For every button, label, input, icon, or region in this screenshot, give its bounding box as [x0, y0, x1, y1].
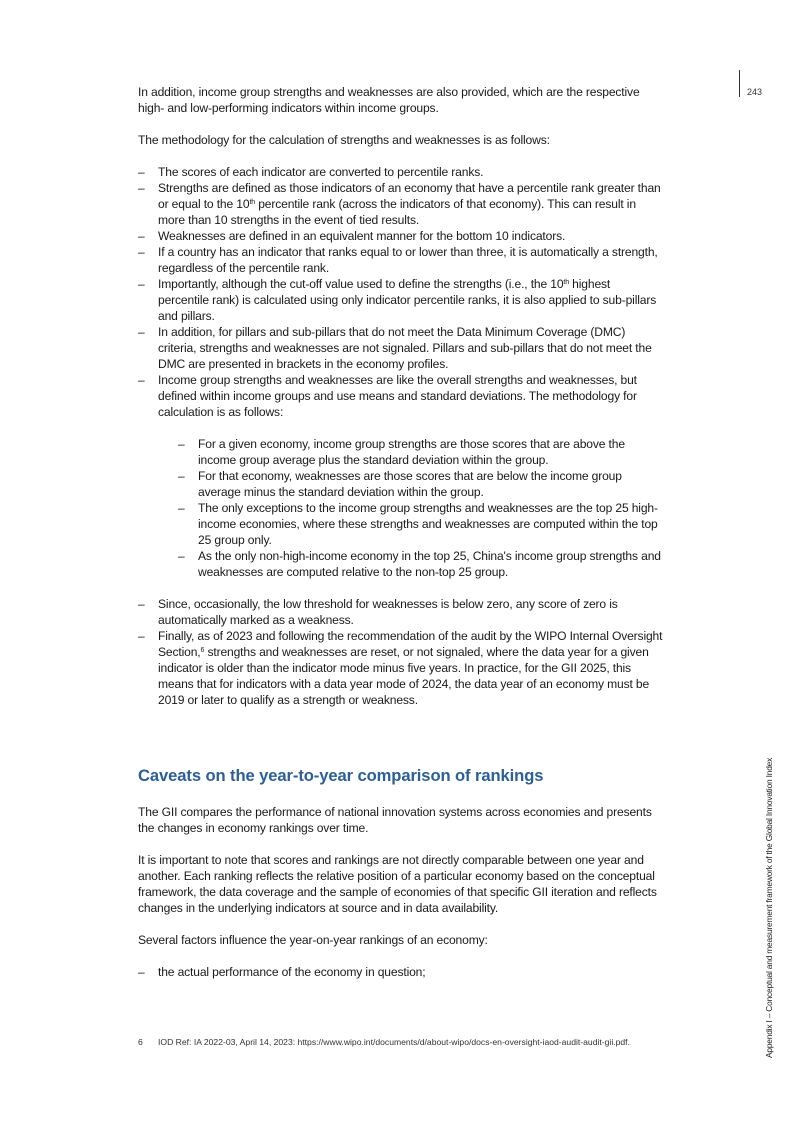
dash-marker: –	[138, 181, 145, 195]
list-item: – In addition, for pillars and sub-pillars that do not meet the Data Minimum Coverage (DMC) criteria, strengths and weaknesses are not signaled. Pillars and sub-pillars that do not meet the DMC are presented in brackets in the economy profiles.	[138, 325, 652, 371]
dash-marker: –	[178, 437, 185, 451]
section-paragraph: The GII compares the performance of national innovation systems across economies and presents the changes in economy rankings over time.	[138, 805, 652, 835]
sub-list-item: – As the only non-high-income economy in the top 25, China's income group strengths and weaknesses are computed relative to the non-top 25 group.	[178, 549, 661, 579]
dash-marker: –	[138, 165, 145, 179]
footnote-text[interactable]: IOD Ref: IA 2022-03, April 14, 2023: https://www.wipo.int/documents/d/about-wipo/docs-en-oversight-iaod-audit-audit-gii.pdf.	[158, 1037, 630, 1047]
section-heading: Caveats on the year-to-year comparison of rankings	[138, 766, 544, 785]
intro-paragraph: In addition, income group strengths and weaknesses are also provided, which are the respective high- and low-performing indicators within income groups.	[138, 85, 640, 115]
list-item: – the actual performance of the economy in question;	[138, 965, 426, 979]
footnote-reference[interactable]: 6	[200, 647, 205, 654]
list-item: – Since, occasionally, the low threshold for weaknesses is below zero, any score of zero is automatically marked as a weakness.	[138, 597, 618, 627]
dash-marker: –	[138, 965, 145, 979]
list-item: – Strengths are defined as those indicators of an economy that have a percentile rank greater than or equal to the 10th percentile rank (across the indicators of that economy). This can result in more than 10 strengths in the event of tied results.	[138, 181, 661, 227]
list-item: – Importantly, although the cut-off value used to define the strengths (i.e., the 10th highest percentile rank) is calculated using only indicator percentile ranks, it is also applied to sub-pillars and pillars.	[138, 277, 657, 323]
dash-marker: –	[138, 245, 145, 259]
list-item: – The scores of each indicator are converted to percentile ranks.	[138, 165, 484, 179]
header-rule	[739, 70, 740, 97]
dash-marker: –	[138, 373, 145, 387]
section-body	[138, 804, 663, 980]
dash-marker: –	[178, 549, 185, 563]
page-number: 243	[747, 87, 763, 97]
list-item: – If a country has an indicator that ranks equal to or lower than three, it is automatically a strength, regardless of the percentile rank.	[138, 245, 658, 275]
list-item: – Income group strengths and weaknesses are like the overall strengths and weaknesses, but defined within income groups and use means and standard deviations. The methodology for calculation is as follows: – For a given economy, income group strengths are those scores that are above the income group average plus the standard deviation within the group. – For that economy, weaknesses are those scores that are below the income group average minus the standard deviation within the group. – The only exceptions to the income group strengths and weaknesses are the top 25 high-income economies, where these strengths and weaknesses are computed within the top 25 group only. – As the only non-high-income economy in the top 25, China's income group strengths and weaknesses are computed relative to the non-top 25 group.	[138, 372, 663, 580]
sub-list-item: – For a given economy, income group strengths are those scores that are above the income group average plus the standard deviation within the group.	[178, 437, 625, 467]
footnote	[138, 1037, 663, 1048]
dash-marker: –	[138, 629, 145, 643]
methodology-list	[138, 164, 663, 708]
section-paragraph: It is important to note that scores and rankings are not directly comparable between one year and another. Each ranking reflects the relative position of a particular economy based on the conceptual framework, the data coverage and the sample of economies of that specific GII iteration and reflects changes in the underlying indicators at source and in data availability.	[138, 853, 657, 915]
methodology-lead: The methodology for the calculation of strengths and weaknesses is as follows:	[138, 133, 550, 147]
dash-marker: –	[138, 229, 145, 243]
income-group-sublist	[158, 436, 663, 580]
sub-list-item: – For that economy, weaknesses are those scores that are below the income group average minus the standard deviation within the group.	[178, 469, 622, 499]
dash-marker: –	[138, 325, 145, 339]
dash-marker: –	[138, 277, 145, 291]
dash-marker: –	[178, 469, 185, 483]
factors-list	[138, 964, 663, 980]
section-paragraph: Several factors influence the year-on-year rankings of an economy:	[138, 933, 488, 947]
running-side-title: Appendix I – Conceptual and measurement framework of the Global Innovation Index	[764, 757, 774, 1058]
main-text	[138, 84, 663, 708]
list-item: – Weaknesses are defined in an equivalent manner for the bottom 10 indicators.	[138, 229, 566, 243]
footnote-number: 6	[138, 1037, 143, 1047]
sub-list-item: – The only exceptions to the income group strengths and weaknesses are the top 25 high-income economies, where these strengths and weaknesses are computed within the top 25 group only.	[178, 501, 658, 547]
dash-marker: –	[178, 501, 185, 515]
list-item: – Finally, as of 2023 and following the recommendation of the audit by the WIPO Internal Oversight Section,$^6$ strengths and weaknesses are reset, or not signaled, where the data year for a given indicator is older than the indicator mode minus five years. In practice, for the GII 2025, this means that for indicators with a data year mode of 2024, the data year of an economy must be 2019 or later to qualify as a strength or weakness.	[138, 629, 663, 707]
dash-marker: –	[138, 597, 145, 611]
